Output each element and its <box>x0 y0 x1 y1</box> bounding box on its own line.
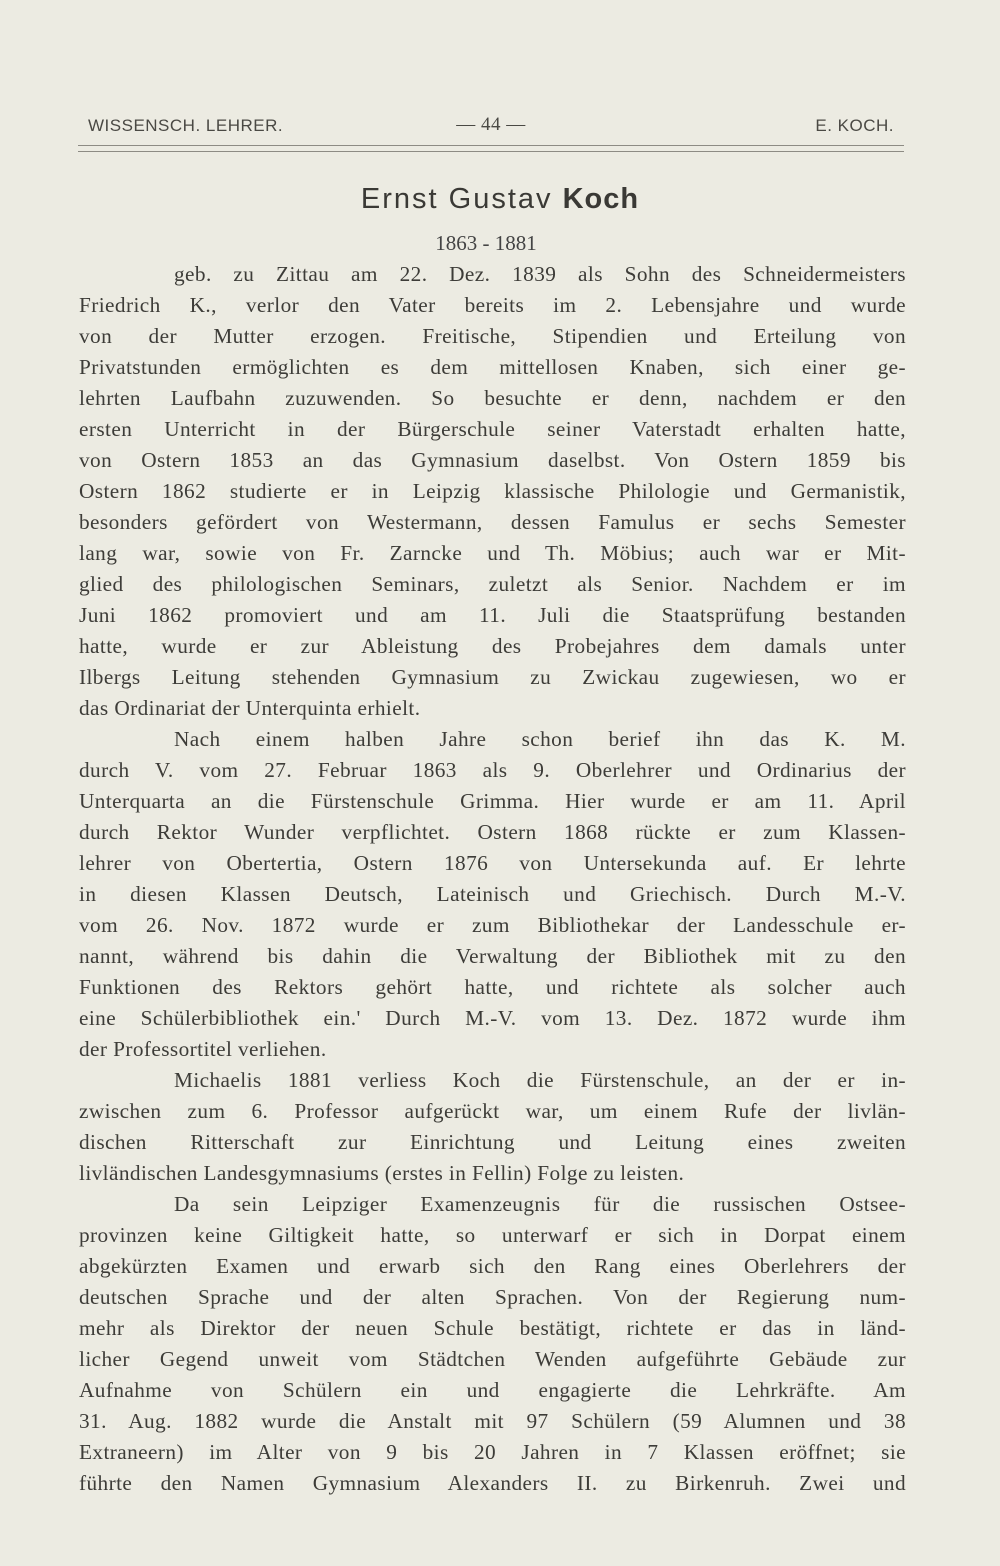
text-line: abgekürzten Examen und erwarb sich den Rang eines Oberlehrers der <box>79 1254 906 1278</box>
surname: Koch <box>562 183 640 215</box>
text-line: Michaelis 1881 verliess Koch die Fürstenschule, an der er in- <box>174 1068 906 1092</box>
text-line: livländischen Landesgymnasiums (erstes in Fellin) Folge zu leisten. <box>79 1161 685 1185</box>
running-head-name: E. KOCH. <box>815 116 894 135</box>
text-line: glied des philologischen Seminars, zuletzt als Senior. Nachdem er im <box>79 572 906 596</box>
text-line: Privatstunden ermöglichten es dem mittellosen Knaben, sich einer ge- <box>79 355 906 379</box>
text-line: von Ostern 1853 an das Gymnasium daselbst. Von Ostern 1859 bis <box>79 448 906 472</box>
text-line: provinzen keine Giltigkeit hatte, so unterwarf er sich in Dorpat einem <box>79 1223 906 1247</box>
given-names: Ernst Gustav <box>360 183 553 215</box>
text-line: dischen Ritterschaft zur Einrichtung und Leitung eines zweiten <box>79 1130 906 1154</box>
entry-title <box>0 183 1000 216</box>
text-line: besonders gefördert von Westermann, dessen Famulus er sechs Semester <box>79 510 906 534</box>
running-head <box>78 116 904 142</box>
running-head-section: WISSENSCH. LEHRER. <box>88 116 284 135</box>
text-line: 31. Aug. 1882 wurde die Anstalt mit 97 Schülern (59 Alumnen und 38 <box>79 1409 906 1433</box>
text-line: ersten Unterricht in der Bürgerschule seiner Vaterstadt erhalten hatte, <box>79 417 906 441</box>
text-line: Da sein Leipziger Examenzeugnis für die russischen Ostsee- <box>174 1192 906 1216</box>
page-number: — 44 — <box>456 114 526 135</box>
text-line: vom 26. Nov. 1872 wurde er zum Bibliothekar der Landesschule er- <box>79 913 906 937</box>
text-line: geb. zu Zittau am 22. Dez. 1839 als Sohn des Schneidermeisters <box>174 262 906 286</box>
text-line: das Ordinariat der Unterquinta erhielt. <box>79 696 421 720</box>
text-line: Friedrich K., verlor den Vater bereits im 2. Lebensjahre und wurde <box>79 293 906 317</box>
text-line: von der Mutter erzogen. Freitische, Stipendien und Erteilung von <box>79 324 906 348</box>
text-line: eine Schülerbibliothek ein.' Durch M.-V. vom 13. Dez. 1872 wurde ihm <box>79 1006 906 1030</box>
text-line: Ilbergs Leitung stehenden Gymnasium zu Zwickau zugewiesen, wo er <box>79 665 906 689</box>
text-line: lehrer von Obertertia, Ostern 1876 von Untersekunda auf. Er lehrte <box>79 851 906 875</box>
text-line: Unterquarta an die Fürstenschule Grimma. Hier wurde er am 11. April <box>79 789 906 813</box>
text-line: lehrten Laufbahn zuzuwenden. So besuchte er denn, nachdem er den <box>79 386 906 410</box>
text-line: Juni 1862 promoviert und am 11. Juli die Staatsprüfung bestanden <box>79 603 906 627</box>
text-line: hatte, wurde er zur Ableistung des Probejahres dem damals unter <box>79 634 906 658</box>
text-line: Nach einem halben Jahre schon berief ihn das K. M. <box>174 727 906 751</box>
text-line: mehr als Direktor der neuen Schule bestätigt, richtete er das in länd- <box>79 1316 906 1340</box>
text-line: führte den Namen Gymnasium Alexanders II. zu Birkenruh. Zwei und <box>79 1471 906 1495</box>
text-line: licher Gegend unweit vom Städtchen Wenden aufgeführte Gebäude zur <box>79 1347 906 1371</box>
text-line: durch Rektor Wunder verpflichtet. Ostern 1868 rückte er zum Klassen- <box>79 820 906 844</box>
body-text <box>79 259 906 1499</box>
text-line: lang war, sowie von Fr. Zarncke und Th. Möbius; auch war er Mit- <box>79 541 906 565</box>
text-line: in diesen Klassen Deutsch, Lateinisch und Griechisch. Durch M.-V. <box>79 882 906 906</box>
text-line: durch V. vom 27. Februar 1863 als 9. Oberlehrer und Ordinarius der <box>79 758 906 782</box>
header-rule <box>78 145 904 152</box>
text-line: deutschen Sprache und der alten Sprachen. Von der Regierung num- <box>79 1285 906 1309</box>
text-line: nannt, während bis dahin die Verwaltung der Bibliothek mit zu den <box>79 944 906 968</box>
service-dates: 1863 - 1881 <box>435 231 537 255</box>
text-line: der Professortitel verliehen. <box>79 1037 327 1061</box>
text-line: Funktionen des Rektors gehört hatte, und richtete als solcher auch <box>79 975 906 999</box>
text-line: Aufnahme von Schülern ein und engagierte die Lehrkräfte. Am <box>79 1378 906 1402</box>
text-line: zwischen zum 6. Professor aufgerückt war, um einem Rufe der livlän- <box>79 1099 906 1123</box>
text-line: Ostern 1862 studierte er in Leipzig klassische Philologie und Germanistik, <box>79 479 906 503</box>
text-line: Extraneern) im Alter von 9 bis 20 Jahren in 7 Klassen eröffnet; sie <box>79 1440 906 1464</box>
